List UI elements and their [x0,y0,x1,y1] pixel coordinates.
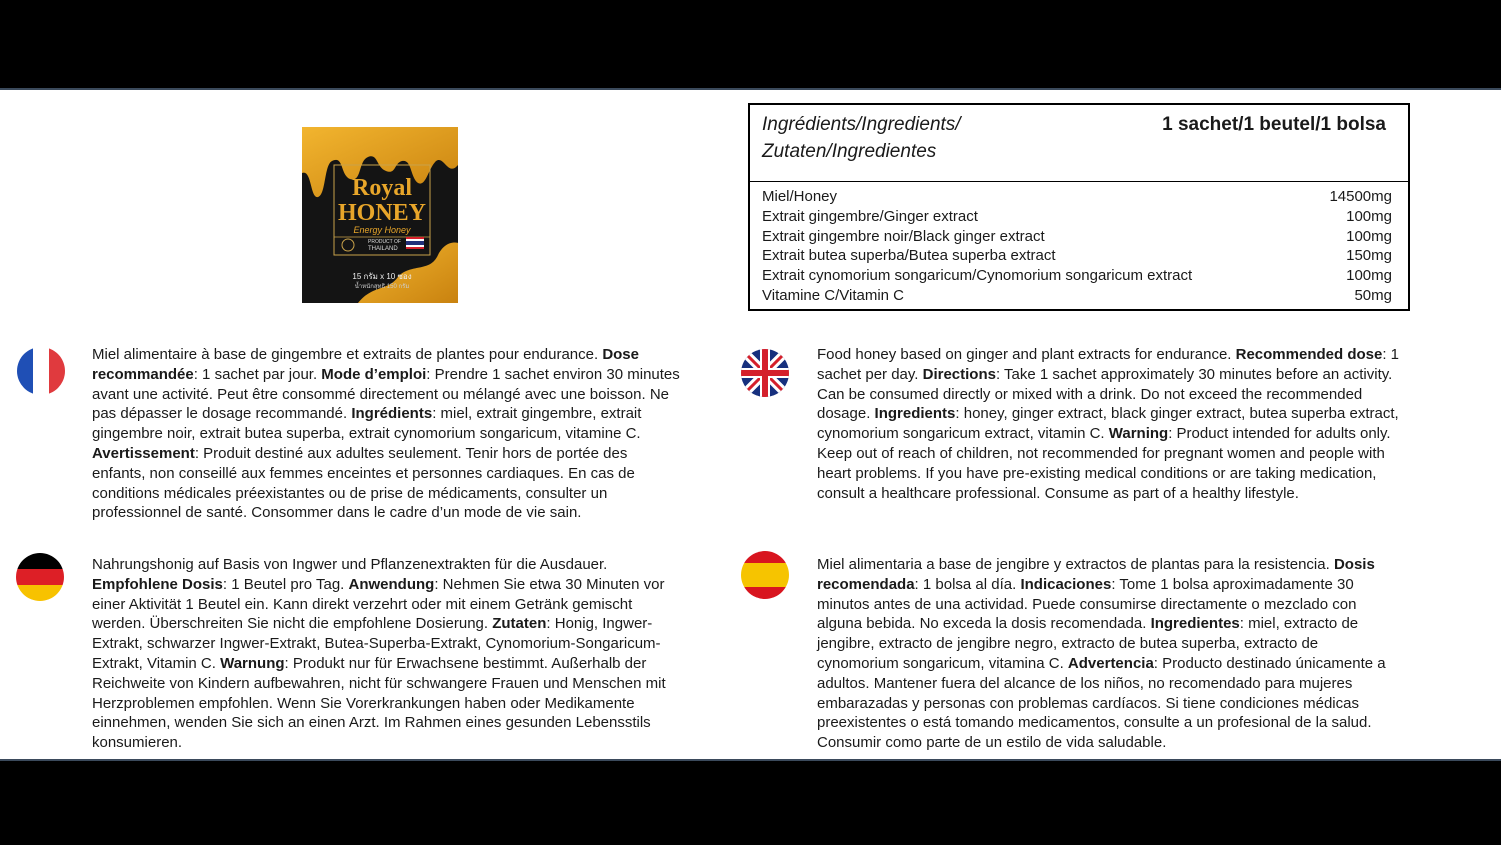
brand-line1: Royal [352,175,412,201]
thailand-flag-icon [406,237,424,249]
table-row [750,266,1408,286]
ingredient-name: Extrait gingembre noir/Black ginger extract [762,227,1045,245]
header-serving-label: 1 sachet/1 beutel/1 bolsa [1162,114,1386,135]
ingredient-amount: 100mg [1346,227,1392,245]
ingredient-amount: 100mg [1346,207,1392,225]
uk-flag-icon [741,349,789,397]
section-english: Food honey based on ginger and plant extracts for endurance. Recommended dose: 1 sachet per day. Directions: Take 1 sachet approximately 30 minutes before an activity. Can be consumed directly or mixed with a drink. Do not exceed the recommended dosage. Ingredients: honey, ginger extract, black ginger extract, butea superba extract, cynomorium songaricum extract, vitamin C. Warning: Product intended for adults only. Keep out of reach of children, not recommended for pregnant women and people with heart problems. If you have pre-existing medical conditions or are taking medication, consult a healthcare professional. Consume as part of a healthy lifestyle. [817,346,1400,502]
section-spanish: Miel alimentaria a base de jengibre y extractos de plantas para la resistencia. Dosis recomendada: 1 bolsa al día. Indicaciones: Tome 1 bolsa aproximadamente 30 minutos antes de una actividad. Puede consumirse directamente o mezclado con alguna bebida. No exceda la dosis recomendada. Ingredientes: miel, extracto de jengibre, extracto de jengibre negro, extracto de butea superba, extracto de cynomorium songaricum, vitamina C. Advertencia: Producto destinado únicamente a adultos. Mantener fuera del alcance de los niños, no recomendado para mujeres embarazadas y personas con problemas cardíacos. Si tiene condiciones médicas preexistentes o está tomando medicamentos, consulte a un profesional de la salud. Consumir como parte de un estilo de vida saludable. [817,556,1386,752]
ingredients-table [748,103,1410,311]
header-left-line2: Zutaten/Ingredientes [762,141,937,162]
ingredient-amount: 150mg [1346,247,1392,265]
product-sheet [0,88,1501,761]
brand-subtitle: Energy Honey [353,225,411,235]
ingredient-amount: 14500mg [1329,188,1392,205]
france-flag-icon [17,347,65,395]
brand-line2: HONEY [337,200,427,226]
bottom-black-band [0,761,1501,845]
germany-flag-icon [16,553,64,601]
origin-line2: THAILAND [368,246,398,252]
pack-line1: 15 กรัม x 10 ซอง [352,272,412,281]
table-row [750,246,1408,266]
table-row [750,227,1408,247]
table-row [750,187,1408,207]
pack-line2: น้ำหนักสุทธิ 150 กรัม [354,284,410,290]
table-row [750,286,1408,306]
ingredient-amount: 50mg [1354,286,1392,304]
section-french: Miel alimentaire à base de gingembre et extraits de plantes pour endurance. Dose recommandée: 1 sachet par jour. Mode d’emploi: Prendre 1 sachet environ 30 minutes avant une activité. Peut être consommé directement ou mélangé avec une boisson. Ne pas dépasser le dosage recommandé. Ingrédients: miel, extrait gingembre, extrait gingembre noir, extrait butea superba, extrait cynomorium songaricum, vitamine C. Avertissement: Produit destiné aux adultes seulement. Tenir hors de portée des enfants, non conseillé aux femmes enceintes et personnes cardiaques. En cas de conditions médicales préexistantes ou de prise de médicaments, consulter un professionnel de santé. Consommer dans le cadre d’un mode de vie sain. [92,346,680,522]
ingredients-table-header [750,105,1408,182]
header-left-line1: Ingrédients/Ingredients/ [762,114,961,135]
section-german: Nahrungshonig auf Basis von Ingwer und Pflanzenextrakten für die Ausdauer. Empfohlene Dosis: 1 Beutel pro Tag. Anwendung: Nehmen Sie etwa 30 Minuten vor einer Aktivität 1 Beutel ein. Kann direkt verzehrt oder mit einem Getränk gemischt werden. Überschreiten Sie nicht die empfohlene Dosierung. Zutaten: Honig, Ingwer-Extrakt, schwarzer Ingwer-Extrakt, Butea-Superba-Extrakt, Cynomorium-Songaricum-Extrakt, Vitamin C. Warnung: Produkt nur für Erwachsene bestimmt. Außerhalb der Reichweite von Kindern aufbewahren, nicht für schwangere Frauen und Menschen mit Herzproblemen empfohlen. Wenn Sie Vorerkrankungen haben oder Medikamente einnehmen, wenden Sie sich an einen Arzt. Im Rahmen eines gesunden Lebensstils konsumieren. [92,556,666,752]
ingredient-name: Extrait butea superba/Butea superba extract [762,247,1056,265]
table-row [750,207,1408,227]
royal-honey-box-icon [298,125,462,305]
ingredient-amount: 100mg [1346,267,1392,285]
ingredients-rows [750,182,1408,306]
spain-flag-icon [741,551,789,599]
top-black-band [0,0,1501,88]
ingredient-name: Extrait gingembre/Ginger extract [762,207,978,225]
ingredient-name: Miel/Honey [762,188,838,205]
origin-line1: PRODUCT OF [368,239,401,245]
header-ingredients-label [762,111,1092,165]
ingredient-name: Vitamine C/Vitamin C [762,286,905,304]
product-box-image [298,125,462,305]
ingredient-name: Extrait cynomorium songaricum/Cynomorium songaricum extract [762,267,1193,285]
